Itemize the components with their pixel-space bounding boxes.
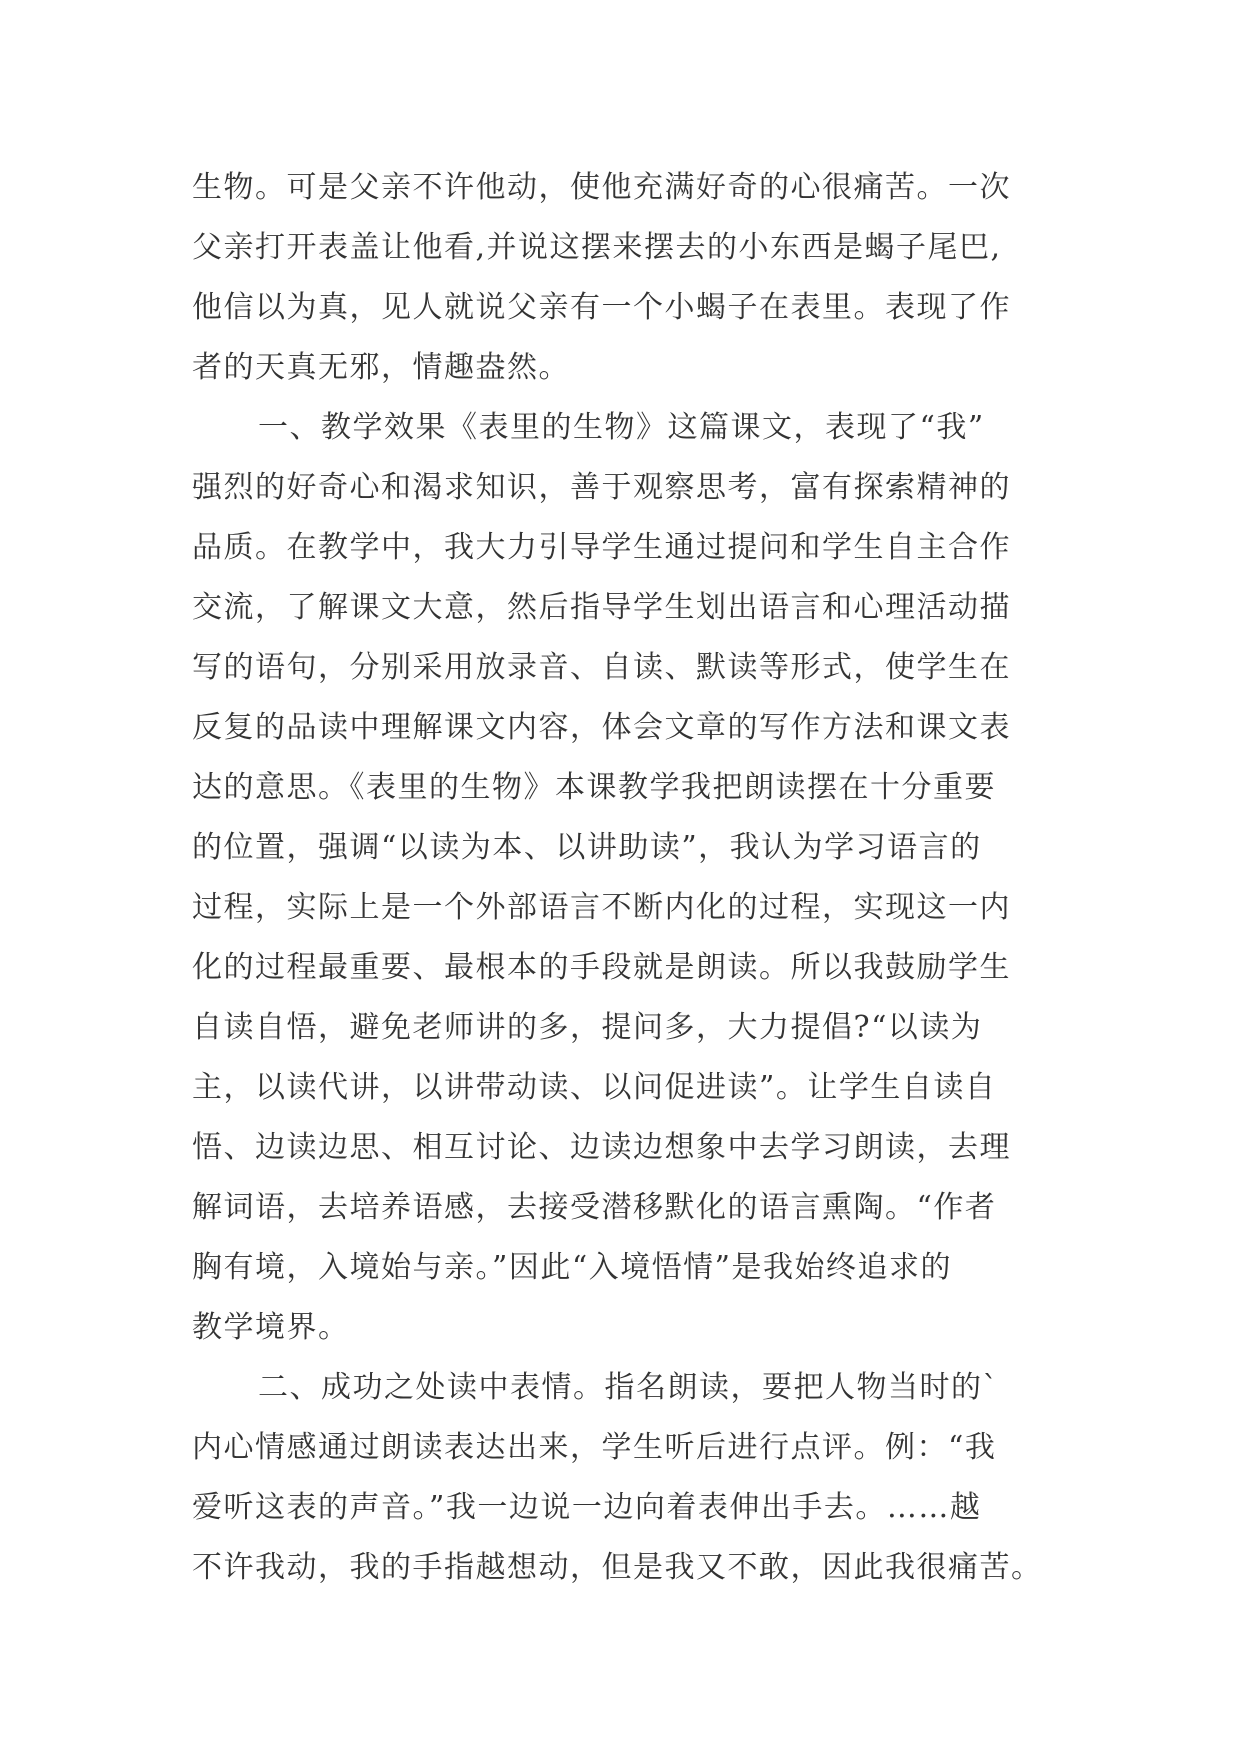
- text-line: 品质。在教学中，我大力引导学生通过提问和学生自主合作: [192, 530, 1011, 565]
- text-line: 的位置，强调“以读为本、以讲助读”，我认为学习语言的: [192, 830, 982, 865]
- text-line: 解词语，去培养语感，去接受潜移默化的语言熏陶。“作者: [192, 1190, 997, 1225]
- text-line: 他信以为真，见人就说父亲有一个小蝎子在表里。表现了作: [192, 290, 1011, 325]
- text-line: 过程，实际上是一个外部语言不断内化的过程，实现这一内: [192, 890, 1011, 925]
- text-line: 教学境界。: [192, 1310, 350, 1345]
- text-line: 者的天真无邪，情趣盎然。: [192, 350, 570, 385]
- document-body: [192, 158, 1052, 1598]
- paragraph-teaching-effect: [192, 398, 1052, 1358]
- text-line: 写的语句，分别采用放录音、自读、默读等形式，使学生在: [192, 650, 1011, 685]
- text-line: 化的过程最重要、最根本的手段就是朗读。所以我鼓励学生: [192, 950, 1011, 985]
- text-line: 自读自悟，避免老师讲的多，提问多，大力提倡?“以读为: [192, 1010, 983, 1045]
- text-line: 不许我动，我的手指越想动，但是我又不敢，因此我很痛苦。: [192, 1550, 1043, 1585]
- text-line: 胸有境，入境始与亲。”因此“入境悟情”是我始终追求的: [192, 1250, 953, 1285]
- text-line: 一、教学效果《表里的生物》这篇课文，表现了“我”: [258, 410, 985, 445]
- text-line: 生物。可是父亲不许他动，使他充满好奇的心很痛苦。一次: [192, 170, 1011, 205]
- text-line: 交流，了解课文大意，然后指导学生划出语言和心理活动描: [192, 590, 1011, 625]
- text-line: 二、成功之处读中表情。指名朗读，要把人物当时的`: [258, 1370, 999, 1405]
- text-line: 主，以读代讲，以讲带动读、以问促进读”。让学生自读自: [192, 1070, 997, 1105]
- paragraph-success-points: [192, 1358, 1052, 1598]
- text-line: 达的意思。《表里的生物》本课教学我把朗读摆在十分重要: [192, 770, 996, 805]
- text-line: 内心情感通过朗读表达出来，学生听后进行点评。例：“我: [192, 1430, 997, 1465]
- text-line: 反复的品读中理解课文内容，体会文章的写作方法和课文表: [192, 710, 1011, 745]
- text-line: 爱听这表的声音。”我一边说一边向着表伸出手去。……越: [192, 1490, 982, 1525]
- text-line: 悟、边读边思、相互讨论、边读边想象中去学习朗读，去理: [192, 1130, 1011, 1165]
- text-line: 强烈的好奇心和渴求知识，善于观察思考，富有探索精神的: [192, 470, 1011, 505]
- text-line: 父亲打开表盖让他看,并说这摆来摆去的小东西是蝎子尾巴,: [192, 230, 1002, 265]
- paragraph-continuation: [192, 158, 1052, 398]
